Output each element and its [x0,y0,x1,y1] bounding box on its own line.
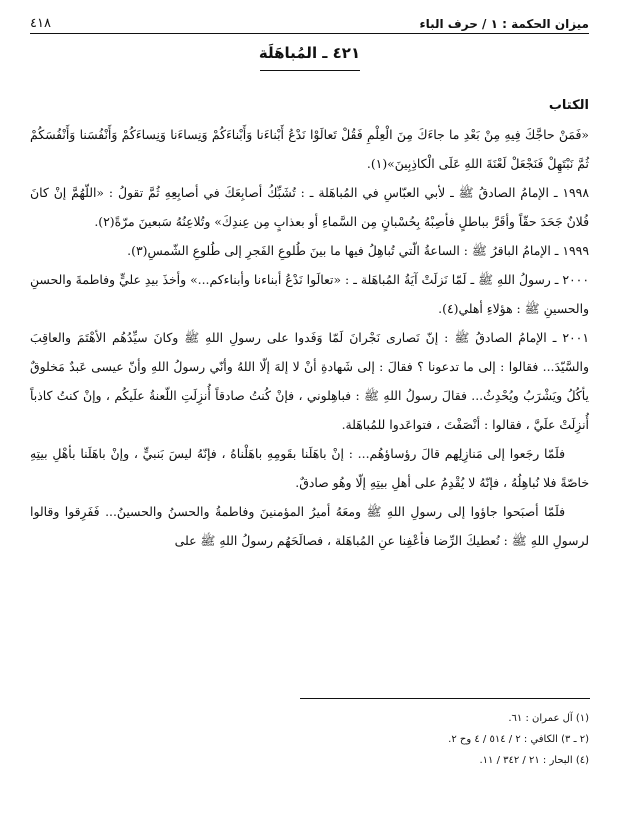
page-header [30,11,589,31]
header-rule [30,33,589,34]
running-title: ميزان الحكمة : ١ / حرف الباء [419,17,589,31]
page-number: ٤١٨ [30,16,51,31]
footnote-rule [300,698,590,699]
footnote-1: (١) آل عمران : ٦١. [508,713,589,724]
hadith-2001-continued-1: فلَمّا رجَعوا إلى مَنازِلِهم قالَ رؤساؤهُم... : إنْ باهَلَنا بقَومِهِ باهَلْناهُ ، فإنّهُ ليسَ بَنبيٍّ ، وإنْ باهَلَنا بأهْلِ بيتِهِ خاصّةً فلا نُباهِلُهُ ، فإنّهُ لا يُقْدِمُ على أهلِ بيتِهِ إلّا وهُو صادقٌ. [30,446,589,490]
chapter-title: ٤٢١ ـ المُباهَلَة [258,44,361,62]
footnote-2-3: (٢ ـ ٣) الكافي : ٢ / ٥١٤ / ٤ وح ٢. [448,734,589,745]
body-text [30,120,589,555]
footnotes [200,708,589,771]
hadith-2000: ٢٠٠٠ ـ رسولُ اللهِ ﷺ ـ لَمّا نَزلَتْ آيَةُ المُباهَلة ـ : «تعالَوا نَدْعُ أبناءنا وأبناءكم...» وأخذَ بيدِ عليٍّ وفاطمةَ والحسنِ والحسينِ ﷺ : هؤلاءِ أهلي(٤). [30,272,589,316]
chapter-title-underline [260,70,360,71]
hadith-1998: ١٩٩٨ ـ الإمامُ الصادقُ ﷺ ـ لأبي العبّاسِ في المُباهَلة ـ : تُشَبِّكُ أصابِعَكَ في أصابِعِهِ ثُمَّ تقولُ : «اللّهُمَّ إنْ كانَ فُلانٌ جَحَدَ حقّاً وأقَرَّ بباطلٍ فأصِبْهُ بِحُسْبانٍ مِن السَّماءِ أو بعذابٍ مِن عِندِكَ» وتُلاعِنُهُ سَبعينَ مرّةً(٢). [30,185,589,229]
hadith-2001: ٢٠٠١ ـ الإمامُ الصادقُ ﷺ : إنّ نَصارى نَجْرانَ لَمّا وَفَدوا على رسولِ اللهِ ﷺ وكانَ سيِّدُهُم الأهْتَمَ والعاقِبَ والسَّيّدَ... فقالوا : إلى ما تدعونا ؟ فقالَ : إلى شَهادةِ أنْ لا إلهَ إلّا اللهُ وأنّي رسولُ اللهِ وأنّ عيسى عَبدٌ مَخلوقٌ يأكُلُ ويَشْرَبُ ويُحْدِثُ... فقالَ رسولُ اللهِ ﷺ : فباهِلوني ، فإنْ كُنتُ صادقاً أُنزِلَتِ اللّعنةُ علَيكُم ، وإنْ كنتُ كاذباً أُنزِلَتْ علَيَّ ، فقالوا : أنْصَفْتَ ، فتواعَدوا للمُباهَلة. [30,330,589,432]
hadith-2001-continued-2: فلَمّا أصبَحوا جاؤوا إلى رسولِ اللهِ ﷺ ومعَهُ أميرُ المؤمنينَ وفاطمةُ والحسنُ والحسينُ... فَفَرِقوا وقالوا لرسولِ اللهِ ﷺ : نُعطيكَ الرِّضا فأعْفِنا عنِ المُباهَلة ، فصالَحَهُم رسولُ اللهِ ﷺ على [30,504,589,548]
quran-verse-paragraph: «فَمَنْ حاجَّكَ فِيهِ مِنْ بَعْدِ ما جاءَكَ مِنَ الْعِلْمِ فَقُلْ تَعالَوْا نَدْعُ أَبْناءَنا وَأَبْناءَكُمْ وَنِساءَنا وَنِساءَكُمْ وَأَنْفُسَنا وَأَنْفُسَكُمْ ثُمَّ نَبْتَهِلْ فَنَجْعَلْ لَعْنَةَ اللهِ عَلَى الْكاذِبِينَ»(١). [30,127,589,171]
hadith-1999: ١٩٩٩ ـ الإمامُ الباقرُ ﷺ : الساعةُ الّتي تُباهِلُ فيها ما بينَ طُلوعِ الفَجرِ إلى طُلوعِ الشّمسِ(٣). [127,243,589,258]
footnote-4: (٤) البحار : ٢١ / ٣٤٢ / ١١. [479,755,589,766]
section-heading: الكتاب [548,98,589,113]
